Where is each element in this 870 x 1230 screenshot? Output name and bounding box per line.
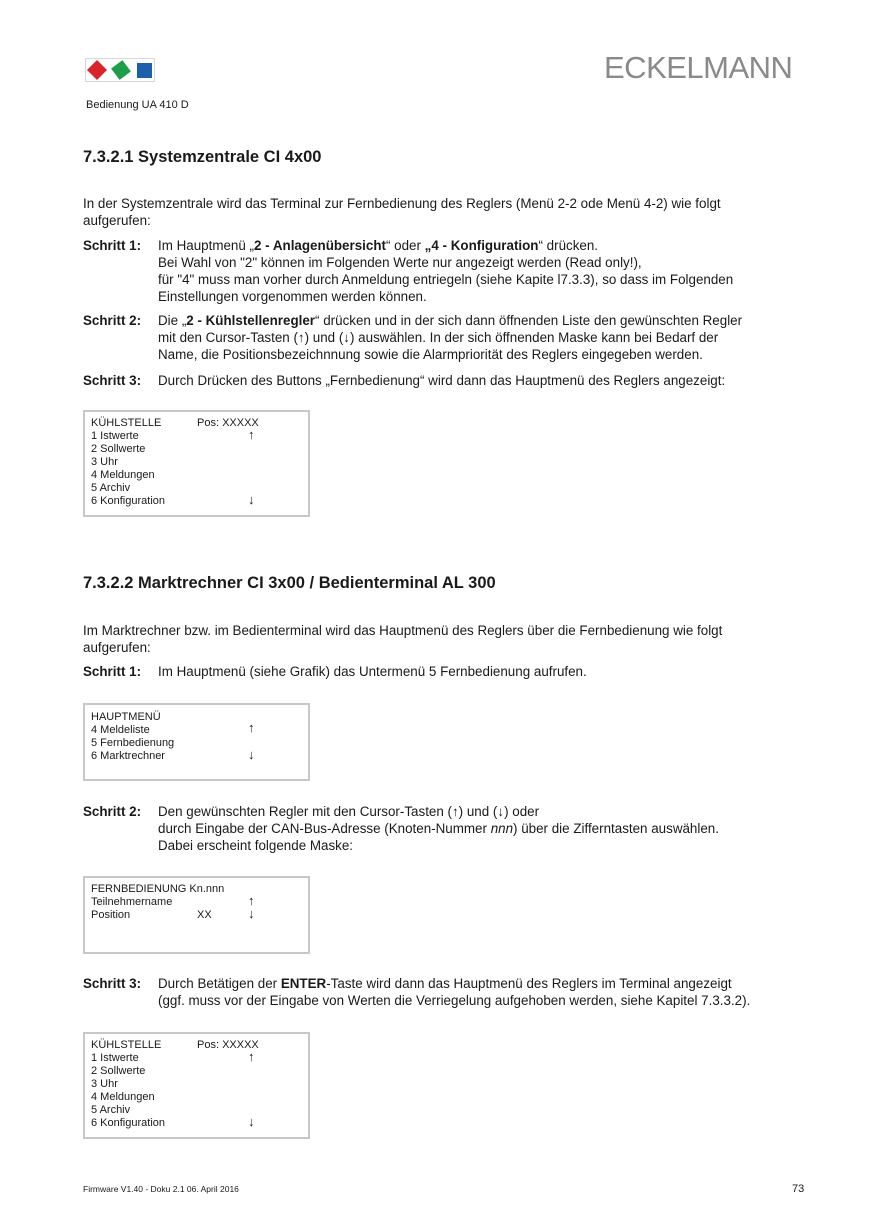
section1-intro: In der Systemzentrale wird das Terminal zur Fernbedienung des Reglers (Menü 2-2 ode Menü 4-2) wie folgt aufgerufen: [83, 196, 721, 228]
arrow-up-icon: ↑ [248, 1049, 255, 1064]
section2-step-3: Schritt 3: Durch Betätigen der ENTER-Taste wird dann das Hauptmenü des Reglers im Terminal angezeigt (ggf. muss vor der Eingabe von Werten die Verriegelung aufgehoben werden, siehe Kapitel 7.3.3.2). [83, 976, 751, 1008]
arrow-down-icon: ↓ [248, 1114, 255, 1129]
terminal-kuehlstelle-1: KÜHLSTELLE Pos: XXXXX ↑ 1 Istwerte 2 Sollwerte 3 Uhr 4 Meldungen 5 Archiv 6 Konfiguration ↓ [83, 410, 310, 517]
arrow-up-icon: ↑ [248, 893, 255, 908]
arrow-up-icon: ↑ [248, 427, 255, 442]
arrow-down-icon: ↓ [248, 492, 255, 507]
arrow-up-icon: ↑ [248, 720, 255, 735]
footer-version: Firmware V1.40 - Doku 2.1 06. April 2016 [83, 1184, 239, 1194]
section1-step-1: Schritt 1: Im Hauptmenü „2 - Anlagenübersicht“ oder „4 - Konfiguration“ drücken. Bei Wahl von "2" können im Folgenden Werte nur angezeigt werden (Read only!), für "4" muss man vorher durch Anmeldung entriegeln (siehe Kapite l7.3.3), so dass im Folgenden Einstellungen vorgenommen werden können. [83, 238, 734, 304]
arrow-down-icon: ↓ [248, 906, 255, 921]
section-heading-systemzentrale: 7.3.2.1 Systemzentrale CI 4x00 [83, 148, 322, 166]
section1-step-3: Schritt 3: Durch Drücken des Buttons „Fernbedienung“ wird dann das Hauptmenü des Reglers angezeigt: [83, 373, 726, 388]
eckelmann-logo-icon [85, 58, 155, 82]
section2-step-2: Schritt 2: Den gewünschten Regler mit den Cursor-Tasten (↑) und (↓) oder durch Eingabe der CAN-Bus-Adresse (Knoten-Nummer nnn) über die Zifferntasten auswählen. Dabei erscheint folgende Maske: [83, 804, 719, 853]
document-title: Bedienung UA 410 D [86, 99, 189, 111]
section-heading-marktrechner: 7.3.2.2 Marktrechner CI 3x00 / Bedienterminal AL 300 [83, 574, 496, 592]
section2-step-1: Schritt 1: Im Hauptmenü (siehe Grafik) das Untermenü 5 Fernbedienung aufrufen. [83, 664, 587, 679]
arrow-down-icon: ↓ [248, 747, 255, 762]
terminal-hauptmenue: HAUPTMENÜ ↑ 4 Meldeliste 5 Fernbedienung 6 Marktrechner ↓ [83, 703, 310, 781]
terminal-kuehlstelle-2: KÜHLSTELLE Pos: XXXXX ↑ 1 Istwerte 2 Sollwerte 3 Uhr 4 Meldungen 5 Archiv 6 Konfiguration ↓ [83, 1032, 310, 1139]
terminal-fernbedienung: FERNBEDIENUNG Kn.nnn ↑ Teilnehmername Position XX ↓ [83, 876, 310, 954]
section2-intro: Im Marktrechner bzw. im Bedienterminal wird das Hauptmenü des Reglers über die Fernbedienung wie folgt aufgerufen: [83, 623, 723, 655]
page-number: 73 [792, 1183, 805, 1195]
brand-name: ECKELMANN [604, 50, 793, 85]
section1-step-2: Schritt 2: Die „2 - Kühlstellenregler“ drücken und in der sich dann öffnenden Liste den gewünschten Regler mit den Cursor-Tasten (↑) und (↓) auswählen. In der sich öffnenden Maske kann bei Bedarf der Name, die Positionsbezeichnnung sowie die Alarmpriorität des Reglers eingegeben werden. [83, 313, 743, 362]
